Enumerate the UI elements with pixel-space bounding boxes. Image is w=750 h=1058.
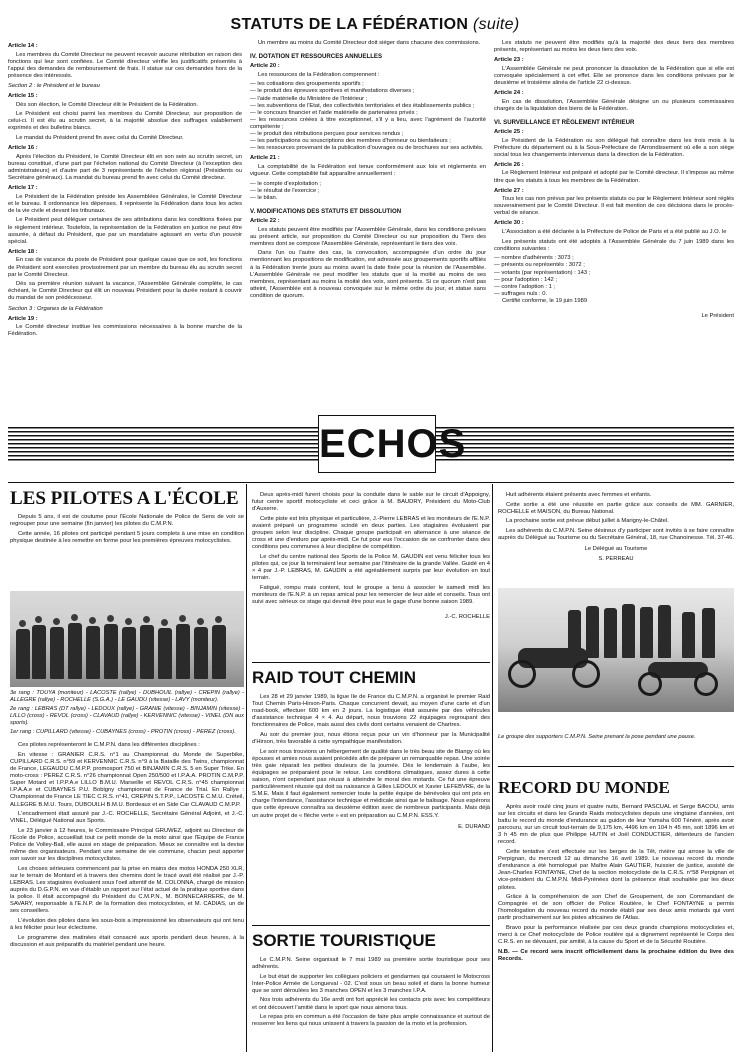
- photo-figure: [32, 625, 46, 679]
- paragraph: — les cotisations des groupements sportifs ;: [250, 81, 364, 88]
- photo-head: [71, 614, 78, 621]
- paragraph: Les 28 et 29 janvier 1989, la ligue Ile de France du C.M.P.N. a organisé le premier Raid Tout Chemin Paris-Hirson-Paris. Chaque concurrent devait, au moyen d'une carte et d'un road-book, effectuer 600 km en 2 jours. La logistique était assurée par des véhicules d'assistance technique 4 × 4. Au départ, nous trouvions 22 équipages regroupant des fonctionnaires de Police, mais aussi des civils dont certains venaient de Chartres.: [252, 694, 490, 729]
- paragraph: — les subventions de l'Etat, des collectivités territoriales et des établissements publics ;: [250, 102, 475, 109]
- photo-figure: [140, 625, 154, 679]
- paragraph: — les ressources provenant de la publication d'ouvrages ou de brochures sur ses activités.: [250, 145, 484, 152]
- paragraph: Le Président de la Fédération préside les Assemblées Générales, le Comité Directeur et le bureau. Il ordonnance les dépenses. Il représente la Fédération dans tous les actes de la vie civile et devant les tribunaux.: [8, 193, 242, 214]
- sortie-continued: [498, 492, 734, 565]
- photo-head: [179, 615, 186, 622]
- record-text: [498, 804, 734, 946]
- photo-figure: [122, 627, 136, 679]
- paragraph: Cette sortie a été une réussite en partie grâce aux conseils de MM. GARNIER, ROCHELLE et MAISON, du Bureau National.: [498, 501, 734, 515]
- paragraph: Le Comité directeur institue les commissions nécessaires à la bonne marche de la Fédération.: [8, 324, 242, 338]
- paragraph: — les participations ou souscriptions des membres d'honneur ou bienfaiteurs ;: [250, 138, 451, 145]
- paragraph: Ces pilotes représenteront le C.M.P.N. dans les différentes disciplines :: [18, 742, 200, 749]
- paragraph: Après avoir roulé cinq jours et quatre nuits, Bernard PASCUAL et Serge BACOU, amis sur les circuits et dans les Grands Raids motocyclistes depuis une vingtaine d'années, ont battu le record du monde d'endurance au guidon de leur Yamaha 600 Ténéré, après avoir parcouru, sur un circuit tout-terrain de 9,175 km, 4496 km en 104 h 45 mn, soit 1896 km et 3 h 45 mn de plus que Philippe HUTIN et Joël CONDUCTIER, détenteurs de l'ancien record.: [498, 804, 734, 846]
- paragraph: L'Association a été déclarée à la Préfecture de Police de Paris et a été publié au J.O. le: [502, 229, 727, 236]
- paragraph: Grâce à la compréhension de son Chef de Groupement, de son Commandant de Compagnie et de son officier de Police Routière, le Chef FONTAYNE a permis l'homologation du nouveau record du monde établi par ses deux amis motards qui vont partir prochainement sur les pistes africaines de l'Atlas.: [498, 894, 734, 922]
- column-divider: [246, 484, 247, 1052]
- photo-head: [107, 615, 114, 622]
- photo-figure: [86, 626, 100, 679]
- article-heading: Article 17 :: [8, 185, 38, 192]
- paragraph: Deux après-midi furent choisis pour la conduite dans le sable sur le circuit d'Appoigny, futur centre sportif motocycliste et ceci grâce à M. BAUDRY, Président du Moto-Club d'Auxerre.: [252, 492, 490, 513]
- divider: [8, 482, 734, 483]
- caption-line: 2e rang : LEBRAS (DT rallye) - LEDOUX (rallye) - GRANIE (vitesse) - BINJAMIN (vitesse) - LILLO (cross) - REVOL (cross) - CLAVAUD (rallye) - KERVENNIC (vitesse) - VINEL (DN aux sports).: [10, 706, 244, 726]
- paragraph: Un membre au moins du Comité Directeur doit siéger dans chacune des commissions.: [258, 40, 481, 46]
- statuts-column-1: [8, 40, 242, 341]
- paragraph: — suffrages nuls : 0.: [494, 290, 548, 297]
- paragraph: L'évolution des pilotes dans les sous-bois a impressionné les observateurs qui ont tenu à les féliciter pour leur éclectisme.: [10, 917, 244, 932]
- photo-head: [215, 616, 222, 623]
- paragraph: Les choses sérieuses commencent par la prise en mains des motos HONDA 250 XLR, sur le terrain de Montard et à travers des chemins dont le tracé avait été réalisé par J.-P. LEBRAS. Les stagiaires évoluaient sous l'oeil attentif de M. COLONNA, chargé de mission auprès du D.G.P.N. en vue d'établir un rapport sur l'état actuel de la pratique sportive dans la police. Il était accompagné du Président du C.M.P.N., M. BONNECARRERE, de M. SAVARY, responsable à l'E.N.P. de la formation des motocyclistes, et M. CADIAS, un de ses conseillers.: [10, 865, 244, 915]
- pilotes-signature: J.-C. ROCHELLE: [444, 613, 490, 620]
- article-heading: Article 20 :: [250, 63, 280, 70]
- section-heading: Section 3 : Organes de la Fédération: [8, 305, 103, 312]
- photo-figure: [702, 608, 715, 658]
- paragraph: Certifié conforme, le 19 juin 1989: [502, 297, 588, 304]
- photo-figure: [68, 623, 82, 679]
- paragraph: Les ressources de la Fédération comprennent :: [258, 71, 380, 78]
- paragraph: Au soir du premier jour, nous étions reçus pour un vin d'honneur par la Municipalité d'Hirson, très favorable à cette sympathique manifestation.: [252, 731, 490, 746]
- paragraph: — le concours financier et l'aide matérielle de partenaires privés ;: [250, 109, 418, 116]
- photo-figure: [212, 625, 226, 679]
- photo-figure: [604, 608, 617, 658]
- paragraph: La comptabilité de la Fédération est tenue conformément aux lois et règlements en vigueur. Cette comptabilité fait apparaître annuellement :: [250, 163, 486, 177]
- photo-head: [125, 618, 132, 625]
- paragraph: Cette tentative s'est effectuée sur les berges de la Têt, rivière qui arrose la ville de Perpignan, du mercredi 12 au dimanche 16 avril 1989. Le nouveau record du monde d'endurance a été homologué par Maître Alain GAUTIER, huissier de justice, assisté de Jean-Charles FONTAYNE, Chef de la section motocycliste de la C.R.S. n°58 Perpignan et vice-président du C.M.P.N. Midi-Pyrénées dont la présence était souhaitée par les deux pilotes.: [498, 849, 734, 891]
- paragraph: — le produit des épreuves sportives et manifestations diverses ;: [250, 88, 415, 95]
- photo-figure: [682, 612, 695, 658]
- pilotes-title: LES PILOTES A L'ÉCOLE: [10, 488, 239, 509]
- photo-figure: [622, 604, 635, 658]
- record-title: RECORD DU MONDE: [498, 778, 670, 797]
- paragraph: Dès sa première réunion suivant la vacance, l'Assemblée Générale complète, le cas échéant, le Comité Directeur qui élit un nouveau Président pour la durée restant à couvrir du mandat de son prédécesseur.: [8, 281, 242, 302]
- pilotes-text: [10, 742, 244, 949]
- page-title-text: STATUTS DE LA FÉDÉRATION: [230, 16, 469, 33]
- photo-figure: [104, 624, 118, 679]
- photo-head: [19, 620, 26, 627]
- column-divider: [492, 484, 493, 1052]
- paragraph: — le bilan.: [250, 194, 278, 201]
- motorcycle-wheel: [694, 672, 718, 696]
- motorcycle-wheel: [638, 672, 662, 696]
- photo-head: [53, 618, 60, 625]
- paragraph: Cette année, 16 pilotes ont participé pendant 5 jours complets à une mise en condition physique destinée à les remettre en forme pour les premières épreuves motocyclistes.: [10, 530, 244, 544]
- photo-head: [143, 616, 150, 623]
- article-heading: Article 16 :: [8, 145, 38, 152]
- paragraph: En cas de vacance du poste de Président pour quelque cause que ce soit, les fonctions de Président sont exercées provisoirement par un membre du bureau élu au scrutin secret par le Comité Directeur.: [8, 257, 242, 278]
- pilotes-photo-caption: [10, 690, 244, 736]
- paragraph: Tous les cas non prévus par les présents statuts ou par le Règlement Intérieur sont réglés souverainement par le Comité Directeur. Il est fait mention de ces décisions dans le procès-verbal de séance.: [494, 196, 734, 217]
- paragraph: — nombre d'adhérents : 3073 ;: [494, 255, 574, 262]
- paragraph: Le 23 janvier à 12 heures, le Commissaire Principal GRUWEZ, adjoint au Directeur de l'Ecole de Police, accueillait tout ce petit monde de la moto ainsi que l'Equipe de France Police de Volley-Ball, elle aussi en stage de préparation. Mieux se connaître est la devise même des organisateurs. Pendant une semaine de vie commune, chacun peut apporter son savoir sur les disciplines motocyclistes.: [10, 827, 244, 863]
- paragraph: L'encadrement était assuré par J.-C. ROCHELLE, Secrétaire Général Adjoint, et J.-C. VINEL, Délégué National aux Sports.: [10, 811, 244, 825]
- page-title: [0, 16, 750, 34]
- pilotes-continued: [252, 492, 490, 624]
- paragraph: Les membres du Comité Directeur ne peuvent recevoir aucune rétribution en raison des fonctions qui leur sont confiées. Le Comité directeur vérifie les justificatifs présentés à l'appui des demandes de remboursement de frais. Il statue sur ces demandes hors de la présence des intéressés.: [8, 51, 242, 79]
- paragraph: Nos trois adhérents du 16e arrdt ont fort apprécié les contacts pris avec les compétiteurs et ont découvert l'amitié dans le sport que nous aimons tous.: [252, 997, 490, 1011]
- paragraph: — votants (par représentation) : 143 ;: [494, 269, 591, 276]
- paragraph: Le Président est choisi parmi les membres du Comité Directeur, sur proposition de celui-ci. Il est élu au scrutin secret, à la majorité absolue des suffrages valablement exprimés et des bulletins blancs.: [8, 111, 242, 132]
- photo-figure: [194, 627, 208, 679]
- paragraph: Le repas pris en commun a été l'occasion de faire plus ample connaissance et surtout de resserrer les liens qui nous unissent à travers la passion de la moto et la profession.: [252, 1014, 490, 1028]
- record-body: [498, 804, 734, 966]
- divider: [252, 925, 490, 926]
- motorcycle-wheel: [508, 660, 536, 688]
- paragraph: Fatigué, rompu mais content, tout le groupe a tenu à associer le samedi midi les moniteurs de l'E.N.P. à un repas amical pour les remercier de leur aide et conseils. Tous ont suivi avec sérieux ce stage qui devrait être pour eux le gage d'une bonne saison 1989.: [252, 584, 490, 605]
- sortie-continued-text: [498, 492, 734, 542]
- paragraph: — le compte d'exploitation ;: [250, 180, 322, 187]
- section-heading: Section 2 : le Président et le bureau: [8, 82, 100, 89]
- paragraph: Les statuts ne peuvent être modifiés qu'à la majorité des deux tiers des membres présents, représentant au moins les deux tiers des voix.: [494, 40, 734, 54]
- pilotes-group-photo: [10, 591, 244, 687]
- paragraph: Dès son élection, le Comité Directeur élit le Président de la Fédération.: [16, 101, 199, 108]
- signature: Le Président: [701, 313, 734, 319]
- paragraph: L'Assemblée Générale ne peut prononcer la dissolution de la Fédération que si elle est convoquée spécialement à cet effet. Elle se prononce dans les conditions prévues par le deuxième et troisième alinéa de l'article 22 ci-dessus.: [494, 65, 734, 86]
- paragraph: — contre l'adoption : 1 ;: [494, 283, 556, 290]
- paragraph: Bravo pour la performance réalisée par ces deux grands champions motocyclistes et, merci à ce Chef motocycliste de Police routière qui a dignement représenté le Corps des C.R.S. en se dévouant, par amitié, à la cause du Sport et de la Sécurité Routière.: [498, 925, 734, 946]
- paragraph: — le résultat de l'exercice ;: [250, 187, 320, 194]
- caption-line: 1er rang : CUPILLARD (vitesse) - CUBAYNES (cross) - PROTIN (cross) - PEREZ (cross).: [10, 728, 236, 735]
- paragraph: Le programme des matinées était consacré aux sports pendant deux heures, à la discussion et aux préparatifs du matériel pendant une heure.: [10, 934, 244, 948]
- paragraph: Cette piste est très physique et particulière, J.-Pierre LEBRAS et les moniteurs de l'E.N.P. avaient préparé un programme scindé en deux parties. Les stagiaires évoluaient par groupes selon leur discipline. Chaque groupe participait en alternance à une séance de cross et une d'enduro par après-midi. Ce fut pour eux l'occasion de se confronter dans des conditions peu communes à leur discipline de compétition.: [252, 515, 490, 551]
- article-heading: Article 27 :: [494, 187, 524, 194]
- echos-banner: [8, 415, 734, 473]
- chapter-heading: V. MODIFICATIONS DES STATUTS ET DISSOLUTION: [250, 207, 402, 215]
- statuts-column-3: [494, 40, 734, 323]
- photo-figure: [50, 627, 64, 679]
- sortie-title: SORTIE TOURISTIQUE: [252, 931, 436, 950]
- paragraph: Le mandat du Président prend fin avec celui du Comité Directeur.: [16, 135, 184, 142]
- caption-line: 3e rang : TOUYA (moniteur) - LACOSTE (rallye) - DUBHOUIL (rallye) - CREPIN (rallye) - ALLEGRE (rallye) - ROCHELLE (S.G.A.) - LE GAUDU (vitesse) - LAVY (moniteur).: [10, 690, 244, 703]
- article-heading: Article 14 :: [8, 43, 38, 49]
- sortie-signature-name: S. PERREAU: [598, 555, 634, 562]
- article-heading: Article 26 :: [494, 161, 524, 168]
- paragraph: Le soir nous trouvions un hébergement de qualité dans le très beau site de Blangy où les épouses et amies nous avaient précédés afin de préparer un remarquable repas. Une soirée très gaie réparait les petites douleurs de la journée. Dès le lendemain à l'aube, les équipages se préparaient pour le retour. Les conditions climatiques, assez dures à cette saison, n'ont cependant pas réussi à atteindre le moral des motards. Ce fut une épreuve particulièrement réussie qui doit sa naissance à Gilles LEDOUX et Xavier LEFEBVRE, de la S.M.E. Mais il faut également remercier toute la petite équipe de bénévoles qui ont pris en charge l'intendance, l'assistance technique et médicale ainsi que le balisage. Nous espérons que cette épreuve connaîtra sa deuxième édition avec de nombreux participants. Mais déjà un autre projet de « flèche verte » est en préparation au C.M.P.N. ESS.Y.: [252, 748, 490, 819]
- photo-figure: [176, 624, 190, 679]
- paragraph: Huit adhérents étaient présents avec femmes et enfants.: [506, 492, 652, 498]
- motorcycle-wheel: [572, 660, 600, 688]
- sortie-body: [252, 957, 490, 1031]
- photo-head: [89, 617, 96, 624]
- paragraph: Les adhérents du C.M.P.N. Seine désireux d'y participer sont invités à se faire connaître auprès du Délégué au Tourisme ou du Secrétaire Général, 18, rue Chanoinesse. Tél. 37-46.: [498, 527, 734, 541]
- paragraph: — l'aide matérielle du Ministère de l'Intérieur ;: [250, 95, 368, 102]
- paragraph: Le but était de supporter les collègues policiers et gendarmes qui couraient le Motocross Inter-Police Armée de Longueval - 02. C'est sous un beau soleil et dans la bonne humeur que se sont déroulées les 3 manches OPEN et les 3 manches I.P.A.: [252, 973, 490, 994]
- article-heading: Article 30 :: [494, 220, 524, 227]
- article-heading: Article 23 :: [494, 57, 524, 64]
- pilotes-intro: [10, 514, 244, 547]
- paragraph: Le Règlement Intérieur est préparé et adopté par le Comité directeur. Il s'impose au même titre que les statuts à tous les membres de la Fédération.: [494, 170, 734, 184]
- photo-figure: [640, 607, 653, 658]
- paragraph: En cas de dissolution, l'Assemblée Générale désigne un ou plusieurs commissaires chargés de la liquidation des biens de la Fédération.: [494, 98, 734, 112]
- raid-text: [252, 694, 490, 820]
- paragraph: Le Président de la Fédération ou son délégué fait connaître dans les trois mois à la Préfecture du département ou à la Sous-Préfecture de l'Arrondissement où elle a son siège social tous les changements intervenus dans la direction de la Fédération.: [494, 137, 734, 158]
- photo-head: [35, 616, 42, 623]
- article-heading: Article 15 :: [8, 93, 38, 100]
- article-heading: Article 18 :: [8, 248, 38, 255]
- divider: [498, 766, 734, 767]
- raid-body: [252, 694, 490, 833]
- photo-figure: [158, 628, 172, 679]
- article-heading: Article 24 :: [494, 90, 524, 97]
- article-heading: Article 21 :: [250, 155, 280, 162]
- photo-head: [161, 619, 168, 626]
- raid-title: RAID TOUT CHEMIN: [252, 668, 417, 687]
- divider: [252, 662, 490, 663]
- paragraph: Le chef du centre national des Sports de la Police M. GAUDIN est venu féliciter tous les pilotes qui, ce jour là terminaient leur semaine par l'itinéraire de la grande Vallée. Guidé en 4 × 4 par J.-P. LEBRAS, M. GAUDIN a été agréablement surpris par leur évolution en tout terrain.: [252, 553, 490, 582]
- paragraph: Les statuts peuvent être modifiés par l'Assemblée Générale, dans les conditions prévues au présent article, sur proposition du Comité Directeur ou sur proposition du Tiers des membres dont se compose l'Assemblée Générale, représentant le tiers des voix.: [250, 226, 486, 247]
- paragraph: Le Président peut déléguer certaines de ses attributions dans les conditions fixées par le règlement intérieur. Toutefois, la représentation de la Fédération en justice ne peut être assurée, à défaut du Président, que par un mandataire agissant en vertu d'un pouvoir spécial.: [8, 217, 242, 245]
- article-heading: Article 19 :: [8, 315, 38, 322]
- photo-head: [197, 618, 204, 625]
- sortie-signature-role: Le Délégué au Tourisme: [584, 546, 648, 553]
- paragraph: — le produit des rétributions perçues pour services rendus ;: [250, 131, 404, 138]
- paragraph: Dans l'un ou l'autre des cas, la convocation, accompagnée d'un ordre du jour mentionnant les propositions de modification, est adressée aux groupements sportifs affiliés à la Fédération trente jours au moins avant la date fixée pour la réunion de l'Assemblée. L'Assemblée Générale ne peut modifier les statuts que si la moitié au moins de ses membres, représentant au moins la moitié des voix, sont présents. Si ce quorum n'est pas atteint, l'Assemblée est à nouveau convoquée sur le même ordre du jour, et statue sans condition de quorum.: [250, 250, 486, 299]
- paragraph: — pour l'adoption : 142 ;: [494, 276, 557, 283]
- paragraph: La prochaine sortie est prévue début juillet à Marigny-le-Châtel.: [506, 518, 669, 525]
- raid-signature: E. DURAND: [458, 823, 490, 830]
- record-note: N.B. — Ce record sera inscrit officiellement dans la prochaine édition du livre des Records.: [498, 949, 734, 963]
- supporters-caption: Le groupe des supporters C.M.P.N. Seine prenant la pose pendant une pause.: [498, 734, 696, 740]
- chapter-heading: VI. SURVEILLANCE ET RÈGLEMENT INTÉRIEUR: [494, 118, 635, 126]
- article-heading: Article 22 :: [250, 217, 280, 224]
- paragraph: Les présents statuts ont été adoptés à l'Assemblée Générale du 7 juin 1989 dans les conditions suivantes :: [494, 238, 734, 252]
- paragraph: — les ressources créées à titre exceptionnel, s'il y a lieu, avec l'agrément de l'autorité compétente ;: [250, 116, 486, 130]
- page-title-suite: (suite): [472, 16, 520, 33]
- pilotes-continued-text: [252, 492, 490, 606]
- photo-figure: [16, 629, 30, 679]
- paragraph: Depuis 5 ans, il est de coutume pour l'Ecole Nationale de Police de Sens de voir se regrouper pour une semaine (fin janvier) les pilotes du C.M.P.N.: [10, 514, 244, 528]
- paragraph: — présents ou représentés : 3072 ;: [494, 262, 585, 269]
- photo-figure: [658, 605, 671, 658]
- echos-label: ECHOS: [318, 415, 436, 473]
- supporters-caption-block: [498, 734, 734, 743]
- paragraph: En vitesse : GRANIER C.R.S. n°1 au Championnat du Monde de Superbike, CUPILLARD C.R.S. n°59 et KERVENNIC C.R.S. n°9 à la Bataille des Twins, championnat de France, LEGAUDU C.M.P.P. promosport 750 et BINJAMIN C.R.S. 5 en Super Trike. En moto-cross : PEREZ C.R.S. n°26 championnat Open 250/500 et I.P.A.A. PROTIN C.M.P.P. Super Motard et I.P.P.A.e LILLO B.M.U. Marseille et REVOL C.R.S. n°45 championnat I.P.A.A.e et CUBAYNES P.U. Bobigny championnat de France de Trial. En Rallye : Championnat de France LE TIEC C.R.S. n°41, CREPIN S.T.P.P., LACOSTE C.M.U. Créteil, ALLEGRE B.M.U. Tours, DUBOUILH B.M.U. Bordeaux et en Side Car CLAVAUD C.M.P.P.: [10, 751, 244, 808]
- supporters-photo: [498, 588, 734, 712]
- photo-figure: [586, 606, 599, 658]
- statuts-column-2: [250, 40, 486, 303]
- paragraph: Le C.M.P.N. Seine organisait le 7 mai 1989 sa première sortie touristique pour ses adhérents.: [252, 957, 490, 971]
- pilotes-body: [10, 690, 244, 951]
- chapter-heading: IV. DOTATION ET RESSOURCES ANNUELLES: [250, 53, 383, 61]
- paragraph: Après l'élection du Président, le Comité Directeur élit en son sein au scrutin secret, un bureau constitué, d'une part par l'échelon national du Comité Directeur (à l'exception des administrateurs) et d'autre part de 3 représentants de l'échelon régional (Présidents ou Secrétaire généraux). La mandat du bureau prend fin avec celui du Comité directeur.: [8, 153, 242, 181]
- article-heading: Article 25 :: [494, 128, 524, 135]
